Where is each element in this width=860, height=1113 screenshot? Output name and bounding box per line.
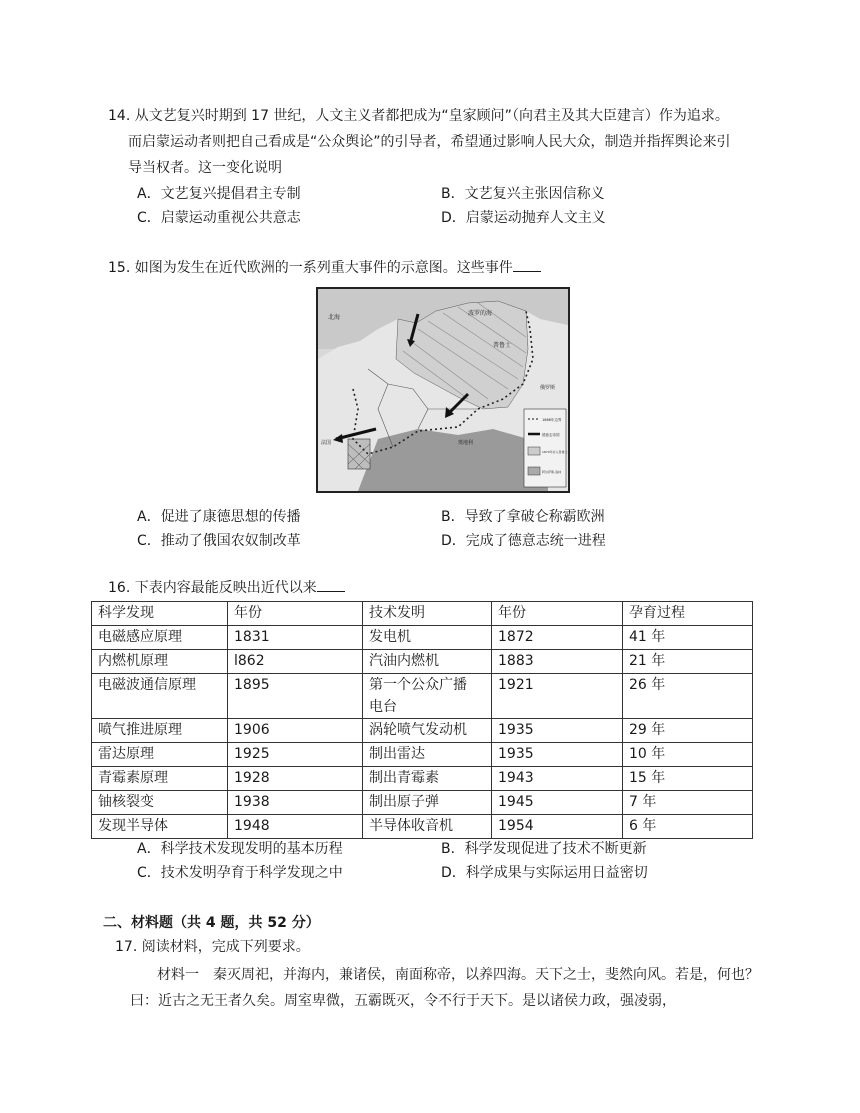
science-technology-table — [91, 601, 753, 839]
table-cell: 1883 — [492, 650, 623, 674]
option-b[interactable]: B．科学发现促进了技术不断更新 — [441, 841, 647, 857]
option-a[interactable]: A．科学技术发现发明的基本历程 — [137, 841, 343, 857]
question-17-intro: 17. 阅读材料，完成下列要求。 — [115, 939, 310, 955]
table-cell-line: 第一个公众广播 — [369, 677, 467, 693]
table-header: 年份 — [492, 602, 623, 626]
europe-map-figure — [316, 287, 570, 493]
question-text-line3: 导当权者。这一变化说明 — [128, 160, 282, 176]
table-row — [92, 719, 753, 743]
map-label-france: 法国 — [321, 440, 332, 446]
table-cell: 制出雷达 — [363, 743, 492, 767]
section-title: 二、材料题（共 4 题，共 52 分） — [103, 915, 320, 931]
option-c[interactable]: C．启蒙运动重视公共意志 — [137, 210, 301, 226]
table-cell: 1948 — [228, 815, 363, 839]
option-d[interactable]: D．科学成果与实际运用日益密切 — [441, 865, 648, 881]
table-header: 技术发明 — [363, 602, 492, 626]
table-cell: 雷达原理 — [92, 743, 228, 767]
table-cell: 喷气推进原理 — [92, 719, 228, 743]
question-15-options — [137, 506, 777, 554]
table-cell: 1935 — [492, 743, 623, 767]
table-cell: 制出青霉素 — [363, 767, 492, 791]
table-cell: 1872 — [492, 626, 623, 650]
question-text-line1: 从文艺复兴时期到 17 世纪，人文主义者都把成为“皇家顾问”（向君主及其大臣建言）作为追求。 — [134, 108, 729, 124]
table-cell: 7 年 — [623, 791, 753, 815]
option-c[interactable]: C．推动了俄国农奴制改革 — [137, 533, 301, 549]
map-legend-2: 德意志帝国 — [542, 433, 560, 437]
table-cell: 29 年 — [623, 719, 753, 743]
map-label-austria: 奥地利 — [458, 440, 474, 446]
map-graphic — [318, 289, 568, 491]
table-cell: 电磁感应原理 — [92, 626, 228, 650]
table-cell: 发电机 — [363, 626, 492, 650]
map-legend-4: 阿尔萨斯-洛林 — [542, 470, 562, 474]
table-cell: 21 年 — [623, 650, 753, 674]
map-label-russia: 俄罗斯 — [540, 385, 556, 391]
table-cell: 半导体收音机 — [363, 815, 492, 839]
question-14 — [108, 103, 768, 181]
question-14-options — [137, 183, 777, 231]
table-cell: 1954 — [492, 815, 623, 839]
option-a[interactable]: A．文艺复兴提倡君主专制 — [137, 186, 301, 202]
question-number: 14. — [108, 108, 131, 124]
question-number: 16. — [108, 580, 131, 596]
table-header-row — [92, 602, 753, 626]
table-cell: 1935 — [492, 719, 623, 743]
table-cell-line: 电台 — [369, 699, 397, 715]
question-15 — [108, 255, 768, 281]
table-cell: 内燃机原理 — [92, 650, 228, 674]
table-header: 孕育过程 — [623, 602, 753, 626]
table-cell: 1906 — [228, 719, 363, 743]
table-cell: 1943 — [492, 767, 623, 791]
option-d[interactable]: D．启蒙运动抛弃人文主义 — [441, 210, 606, 226]
table-cell: 1925 — [228, 743, 363, 767]
table-cell: 26 年 — [623, 674, 753, 719]
table-cell: 1945 — [492, 791, 623, 815]
table-row — [92, 650, 753, 674]
table-cell: 10 年 — [623, 743, 753, 767]
question-16-options — [137, 838, 777, 886]
table-cell: 6 年 — [623, 815, 753, 839]
option-b[interactable]: B．导致了拿破仑称霸欧洲 — [441, 509, 605, 525]
table-row — [92, 791, 753, 815]
question-text: 如图为发生在近代欧洲的一系列重大事件的示意图。这些事件 — [134, 260, 513, 276]
map-label-north-sea: 北海 — [328, 314, 341, 321]
map-label-prussia: 普鲁士 — [493, 342, 512, 349]
question-16 — [108, 575, 768, 601]
table-row — [92, 815, 753, 839]
table-cell: l862 — [228, 650, 363, 674]
table-cell: 1831 — [228, 626, 363, 650]
table-cell: 电磁波通信原理 — [92, 674, 228, 719]
table-cell: 制出原子弹 — [363, 791, 492, 815]
option-d[interactable]: D．完成了德意志统一进程 — [441, 533, 606, 549]
table-row — [92, 767, 753, 791]
map-legend-3: 1870年并入普鲁士 — [542, 450, 568, 454]
answer-blank[interactable] — [317, 579, 345, 592]
table-cell: 15 年 — [623, 767, 753, 791]
question-text-line2: 而启蒙运动者则把自己看成是“公众舆论”的引导者，希望通过影响人民大众，制造并指挥舆论来引 — [128, 134, 731, 150]
option-b[interactable]: B．文艺复兴主张因信称义 — [441, 186, 605, 202]
option-c[interactable]: C．技术发明孕育于科学发现之中 — [137, 865, 343, 881]
question-text: 下表内容最能反映出近代以来 — [134, 580, 317, 596]
table-cell: 1928 — [228, 767, 363, 791]
map-label-baltic-sea: 波罗的海 — [468, 310, 493, 317]
material-one-paragraph: 材料一 秦灭周祀，并海内，兼诸侯，南面称帝，以养四海。天下之士，斐然向风。若是，何也？曰：近古之无王者久矣。周室卑微，五霸既灭，令不行于天下。是以诸侯力政，强凌弱， — [130, 967, 759, 1009]
table-cell: 铀核裂变 — [92, 791, 228, 815]
table-cell: 青霉素原理 — [92, 767, 228, 791]
table-cell: 发现半导体 — [92, 815, 228, 839]
table-cell: 1921 — [492, 674, 623, 719]
table-header: 年份 — [228, 602, 363, 626]
table-header: 科学发现 — [92, 602, 228, 626]
table-cell: 1895 — [228, 674, 363, 719]
table-row — [92, 626, 753, 650]
question-number: 15. — [108, 260, 131, 276]
option-a[interactable]: A．促进了康德思想的传播 — [137, 509, 301, 525]
table-row — [92, 674, 753, 719]
table-row — [92, 743, 753, 767]
table-cell: 涡轮喷气发动机 — [363, 719, 492, 743]
table-cell: 汽油内燃机 — [363, 650, 492, 674]
table-cell — [363, 674, 492, 719]
map-legend-1: 1866年边界 — [542, 418, 562, 422]
table-cell: 41 年 — [623, 626, 753, 650]
answer-blank[interactable] — [513, 259, 541, 272]
table-cell: 1938 — [228, 791, 363, 815]
